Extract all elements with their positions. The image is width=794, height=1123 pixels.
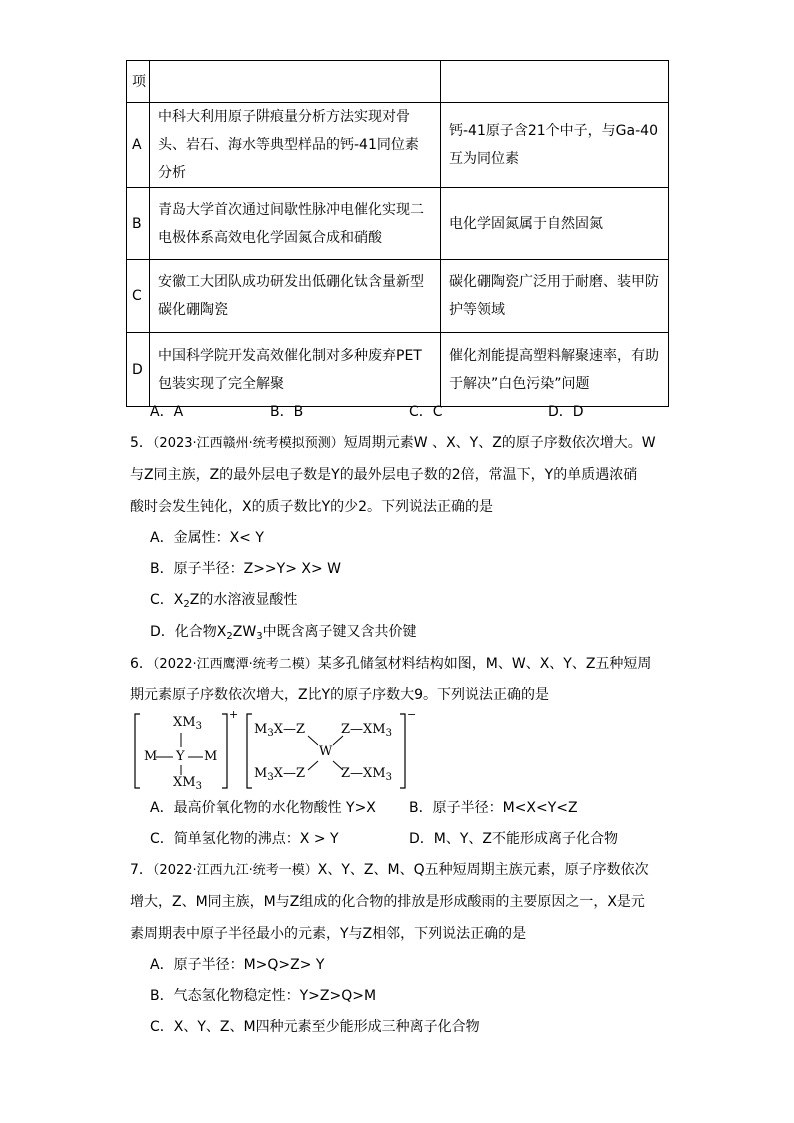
cation-charge: + — [229, 708, 239, 721]
anion-upper-left-group: $M_3X—Z$ — [254, 722, 305, 739]
cation-top-group: $XM_3$ — [173, 715, 202, 732]
anion-lower-left-group: $M_3X—Z$ — [254, 766, 305, 783]
row-event: 安徽工大团队成功研发出低硼化钛含量新型碳化硼陶瓷 — [150, 260, 441, 333]
row-event: 中国科学院开发高效催化制对多种废弃PET包装实现了完全解聚 — [150, 333, 441, 407]
cation-bottom-group: $XM_3$ — [173, 775, 202, 792]
cation-right-atom: M — [204, 749, 218, 764]
row-note: 钙-41原子含21个中子，与Ga-40互为同位素 — [441, 103, 669, 188]
row-label: D — [127, 333, 150, 407]
row-label: B — [127, 188, 150, 260]
q7-option-b: B．气态氢化物稳定性：Y>Z>Q>M — [150, 988, 377, 1004]
q5-source: （2023·江西赣州·统考模拟预测） — [152, 436, 344, 451]
row-event: 青岛大学首次通过间歇性脉冲电催化实现二电极体系高效电化学固氮合成和硝酸 — [150, 188, 441, 260]
q5-option-b: B．原子半径：Z>>Y> X> W — [150, 561, 342, 577]
row-label: A — [127, 103, 150, 188]
table-header-cell: 项 — [127, 61, 150, 103]
cation-center-atom: Y — [176, 749, 185, 764]
structure-diagram — [130, 708, 417, 792]
q7-option-a: A．原子半径：M>Q>Z> Y — [150, 957, 325, 973]
q7-source: （2022·江西九江·统考一模） — [152, 863, 318, 878]
q7-option-c: C．X、Y、Z、M四种元素至少能形成三种离子化合物 — [150, 1019, 480, 1035]
question-4-table — [126, 60, 669, 407]
table-row — [127, 333, 669, 407]
q5-stem-line-3: 酸时会发生钝化，X的质子数比Y的少2。下列说法正确的是 — [130, 499, 494, 515]
table-row — [127, 260, 669, 333]
q4-option-b: B．B — [270, 404, 304, 420]
q7-stem-line-1: 7．（2022·江西九江·统考一模）X、Y、Z、M、Q五种短周期主族元素，原子序数依次 — [130, 862, 649, 878]
row-note: 电化学固氮属于自然固氮 — [441, 188, 669, 260]
cation-left-atom: M — [144, 749, 158, 764]
q6-option-a: A．最高价氧化物的水化物酸性 Y>X — [150, 800, 376, 816]
q5-option-c: C．$X_2Z$的水溶液显酸性 — [150, 592, 298, 610]
q6-source: （2022·江西鹰潭·统考二模） — [152, 657, 318, 672]
row-note: 碳化硼陶瓷广泛用于耐磨、装甲防护等领域 — [441, 260, 669, 333]
q4-option-a: A．A — [150, 404, 184, 420]
q4-option-d: D．D — [548, 404, 584, 420]
q7-stem-line-3: 素周期表中原子半径最小的元素，Y与Z相邻，下列说法正确的是 — [130, 926, 527, 942]
row-note: 催化剂能提高塑料解聚速率，有助于解决”白色污染”问题 — [441, 333, 669, 407]
table-row — [127, 188, 669, 260]
q6-stem-line-1: 6．（2022·江西鹰潭·统考二模）某多孔储氢材料结构如图，M、W、X、Y、Z五种短周 — [130, 656, 652, 672]
anion-upper-right-group: $Z—XM_3$ — [341, 722, 392, 739]
row-label: C — [127, 260, 150, 333]
q7-stem-line-2: 增大，Z、M同主族，M与Z组成的化合物的排放是形成酸雨的主要原因之一，X是元 — [130, 894, 645, 910]
q4-option-c: C．C — [409, 404, 443, 420]
q6-stem-line-2: 期元素原子序数依次增大，Z比Y的原子序数大9。下列说法正确的是 — [130, 687, 550, 703]
anion-charge: − — [407, 708, 417, 721]
anion-lower-right-group: $Z—XM_3$ — [341, 766, 392, 783]
q5-option-d: D．化合物$X_2ZW_3$中既含离子键又含共价键 — [150, 624, 417, 642]
anion-center-atom: W — [319, 744, 333, 759]
table-row — [127, 61, 669, 103]
row-event: 中科大利用原子阱痕量分析方法实现对骨头、岩石、海水等典型样品的钙-41同位素分析 — [150, 103, 441, 188]
q5-option-a: A．金属性：X< Y — [150, 530, 264, 546]
q6-option-d: D．M、Y、Z不能形成离子化合物 — [409, 831, 619, 847]
table-row — [127, 103, 669, 188]
q5-stem-line-2: 与Z同主族，Z的最外层电子数是Y的最外层电子数的2倍，常温下，Y的单质遇浓硝 — [130, 467, 638, 483]
q5-stem-line-1: 5．（2023·江西赣州·统考模拟预测）短周期元素W 、X、Y、Z的原子序数依次增大。W — [130, 435, 656, 451]
q6-option-b: B．原子半径：M<X<Y<Z — [409, 800, 578, 816]
q6-option-c: C．简单氢化物的沸点：X > Y — [150, 831, 339, 847]
